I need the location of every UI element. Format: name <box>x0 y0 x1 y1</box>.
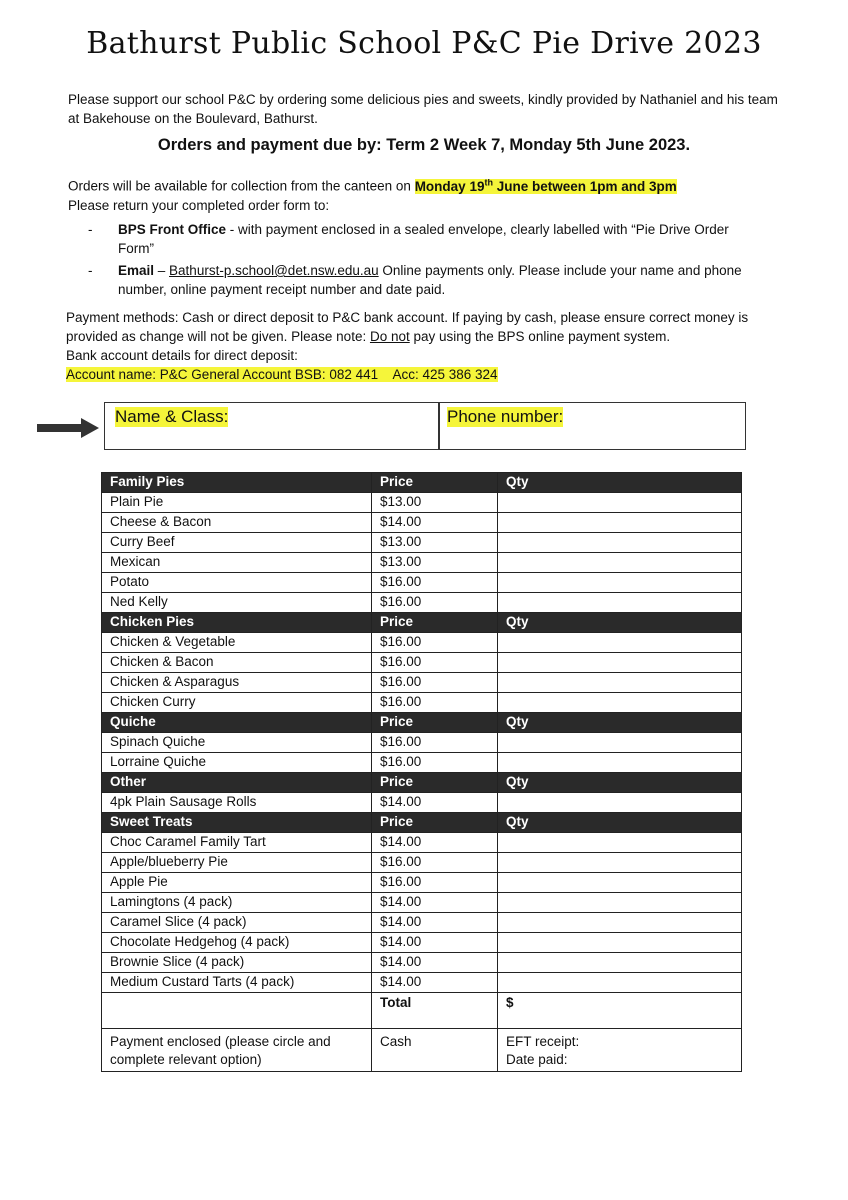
qty-column-header: Qty <box>498 473 742 493</box>
email-separator: – <box>154 263 170 278</box>
table-row <box>102 893 742 913</box>
item-name: Medium Custard Tarts (4 pack) <box>102 973 372 993</box>
table-row <box>102 753 742 773</box>
section-heading: Quiche <box>102 713 372 733</box>
item-name: Brownie Slice (4 pack) <box>102 953 372 973</box>
email-link[interactable]: Bathurst-p.school@det.nsw.edu.au <box>169 263 379 278</box>
order-table <box>101 472 742 1072</box>
item-name: 4pk Plain Sausage Rolls <box>102 793 372 813</box>
bullet-dash: - <box>88 222 93 237</box>
item-price: $16.00 <box>372 733 498 753</box>
section-header-row <box>102 613 742 633</box>
qty-field[interactable] <box>498 693 742 713</box>
item-name: Apple/blueberry Pie <box>102 853 372 873</box>
item-name: Chocolate Hedgehog (4 pack) <box>102 933 372 953</box>
qty-field[interactable] <box>498 493 742 513</box>
item-price: $16.00 <box>372 853 498 873</box>
table-row <box>102 933 742 953</box>
qty-column-header: Qty <box>498 713 742 733</box>
qty-field[interactable] <box>498 793 742 813</box>
qty-field[interactable] <box>498 753 742 773</box>
bullet-dash: - <box>88 263 93 278</box>
eft-receipt-label: EFT receipt: <box>506 1034 580 1049</box>
collection-time: June between 1pm and 3pm <box>492 178 677 194</box>
total-label: Total <box>372 993 498 1029</box>
section-header-row <box>102 773 742 793</box>
collection-prefix: Orders will be available for collection from the canteen on <box>68 178 415 194</box>
price-column-header: Price <box>372 613 498 633</box>
table-row <box>102 673 742 693</box>
section-header-row <box>102 473 742 493</box>
table-row <box>102 973 742 993</box>
qty-field[interactable] <box>498 973 742 993</box>
item-price: $16.00 <box>372 873 498 893</box>
qty-field[interactable] <box>498 873 742 893</box>
table-row <box>102 693 742 713</box>
table-row <box>102 633 742 653</box>
email-label: Email <box>118 263 155 278</box>
item-name: Chicken & Vegetable <box>102 633 372 653</box>
item-name: Curry Beef <box>102 533 372 553</box>
item-name: Spinach Quiche <box>102 733 372 753</box>
payment-methods-text: Payment methods: Cash or direct deposit to P&C bank account. If paying by cash, please ensure correct money is provided as change will not be given. Please note: <box>66 310 749 344</box>
qty-field[interactable] <box>498 673 742 693</box>
item-name: Chicken & Asparagus <box>102 673 372 693</box>
collection-day-suffix: th <box>484 177 493 187</box>
list-item-email <box>88 261 768 299</box>
table-row <box>102 513 742 533</box>
item-name: Choc Caramel Family Tart <box>102 833 372 853</box>
item-price: $14.00 <box>372 513 498 533</box>
item-name: Lorraine Quiche <box>102 753 372 773</box>
collection-day: Monday 19 <box>414 178 485 194</box>
return-options-list <box>88 220 768 302</box>
qty-field[interactable] <box>498 833 742 853</box>
page-title: Bathurst Public School P&C Pie Drive 2023 <box>86 26 762 61</box>
item-price: $14.00 <box>372 893 498 913</box>
price-column-header: Price <box>372 813 498 833</box>
total-blank-cell <box>102 993 372 1029</box>
item-price: $14.00 <box>372 953 498 973</box>
date-paid-label: Date paid: <box>506 1052 568 1067</box>
table-row <box>102 793 742 813</box>
item-price: $16.00 <box>372 573 498 593</box>
qty-field[interactable] <box>498 933 742 953</box>
item-price: $13.00 <box>372 533 498 553</box>
qty-field[interactable] <box>498 893 742 913</box>
return-instruction: Please return your completed order form to: <box>68 197 330 213</box>
collection-time-highlight <box>415 179 677 194</box>
qty-field[interactable] <box>498 653 742 673</box>
qty-column-header: Qty <box>498 773 742 793</box>
phone-number-label: Phone number: <box>447 407 564 426</box>
section-heading: Sweet Treats <box>102 813 372 833</box>
section-header-row <box>102 713 742 733</box>
table-row <box>102 913 742 933</box>
item-name: Ned Kelly <box>102 593 372 613</box>
qty-column-header: Qty <box>498 813 742 833</box>
price-column-header: Price <box>372 473 498 493</box>
email-text: Online payments only. Please include your name and phone number, online payment receipt number and date paid. <box>118 263 742 297</box>
payment-row <box>102 1029 742 1072</box>
qty-field[interactable] <box>498 573 742 593</box>
item-price: $16.00 <box>372 653 498 673</box>
table-row <box>102 553 742 573</box>
table-row <box>102 733 742 753</box>
collection-paragraph <box>68 173 808 215</box>
qty-field[interactable] <box>498 553 742 573</box>
qty-field[interactable] <box>498 953 742 973</box>
section-heading: Other <box>102 773 372 793</box>
table-row <box>102 873 742 893</box>
table-row <box>102 533 742 553</box>
total-row <box>102 993 742 1029</box>
bank-details-line: Bank account details for direct deposit: <box>66 348 298 363</box>
section-heading: Chicken Pies <box>102 613 372 633</box>
qty-field[interactable] <box>498 513 742 533</box>
intro-paragraph: Please support our school P&C by ordering some delicious pies and sweets, kindly provided by Nathaniel and his team at Bakehouse on the Boulevard, Bathurst. <box>68 92 778 126</box>
front-office-text: - with payment enclosed in a sealed envelope, clearly labelled with “Pie Drive Order Form” <box>118 222 729 256</box>
qty-field[interactable] <box>498 733 742 753</box>
table-row <box>102 493 742 513</box>
payment-enclosed-label: Payment enclosed (please circle and complete relevant option) <box>102 1029 372 1072</box>
qty-field[interactable] <box>498 853 742 873</box>
item-name: Mexican <box>102 553 372 573</box>
price-column-header: Price <box>372 713 498 733</box>
arrow-right-icon <box>37 418 99 438</box>
qty-field[interactable] <box>498 593 742 613</box>
do-not-emphasis: Do not <box>369 329 410 344</box>
item-price: $16.00 <box>372 753 498 773</box>
item-name: Chicken Curry <box>102 693 372 713</box>
section-header-row <box>102 813 742 833</box>
item-price: $13.00 <box>372 553 498 573</box>
qty-column-header: Qty <box>498 613 742 633</box>
item-price: $16.00 <box>372 633 498 653</box>
table-row <box>102 593 742 613</box>
cash-option[interactable]: Cash <box>372 1029 498 1072</box>
list-item-front-office <box>88 220 768 258</box>
item-price: $14.00 <box>372 913 498 933</box>
item-price: $16.00 <box>372 693 498 713</box>
qty-field[interactable] <box>498 913 742 933</box>
name-phone-box <box>104 402 746 450</box>
table-row <box>102 953 742 973</box>
front-office-label: BPS Front Office <box>118 222 227 237</box>
price-column-header: Price <box>372 773 498 793</box>
eft-option-cell[interactable] <box>498 1029 742 1072</box>
item-name: Potato <box>102 573 372 593</box>
name-class-label: Name & Class: <box>115 407 229 426</box>
payment-methods-end: pay using the BPS online payment system. <box>409 329 671 344</box>
item-name: Caramel Slice (4 pack) <box>102 913 372 933</box>
table-row <box>102 833 742 853</box>
item-name: Cheese & Bacon <box>102 513 372 533</box>
item-price: $14.00 <box>372 973 498 993</box>
table-row <box>102 853 742 873</box>
qty-field[interactable] <box>498 633 742 653</box>
item-price: $16.00 <box>372 673 498 693</box>
item-price: $16.00 <box>372 593 498 613</box>
table-row <box>102 653 742 673</box>
qty-field[interactable] <box>498 533 742 553</box>
due-date-heading: Orders and payment due by: Term 2 Week 7, Monday 5th June 2023. <box>157 136 691 154</box>
total-amount-field[interactable]: $ <box>498 993 742 1029</box>
item-price: $14.00 <box>372 933 498 953</box>
item-name: Chicken & Bacon <box>102 653 372 673</box>
item-name: Plain Pie <box>102 493 372 513</box>
item-price: $13.00 <box>372 493 498 513</box>
name-phone-divider <box>438 403 440 449</box>
payment-methods-paragraph <box>66 308 786 384</box>
table-row <box>102 573 742 593</box>
section-heading: Family Pies <box>102 473 372 493</box>
item-name: Lamingtons (4 pack) <box>102 893 372 913</box>
item-price: $14.00 <box>372 833 498 853</box>
item-price: $14.00 <box>372 793 498 813</box>
account-details-highlight: Account name: P&C General Account BSB: 082 441 Acc: 425 386 324 <box>66 367 498 382</box>
item-name: Apple Pie <box>102 873 372 893</box>
